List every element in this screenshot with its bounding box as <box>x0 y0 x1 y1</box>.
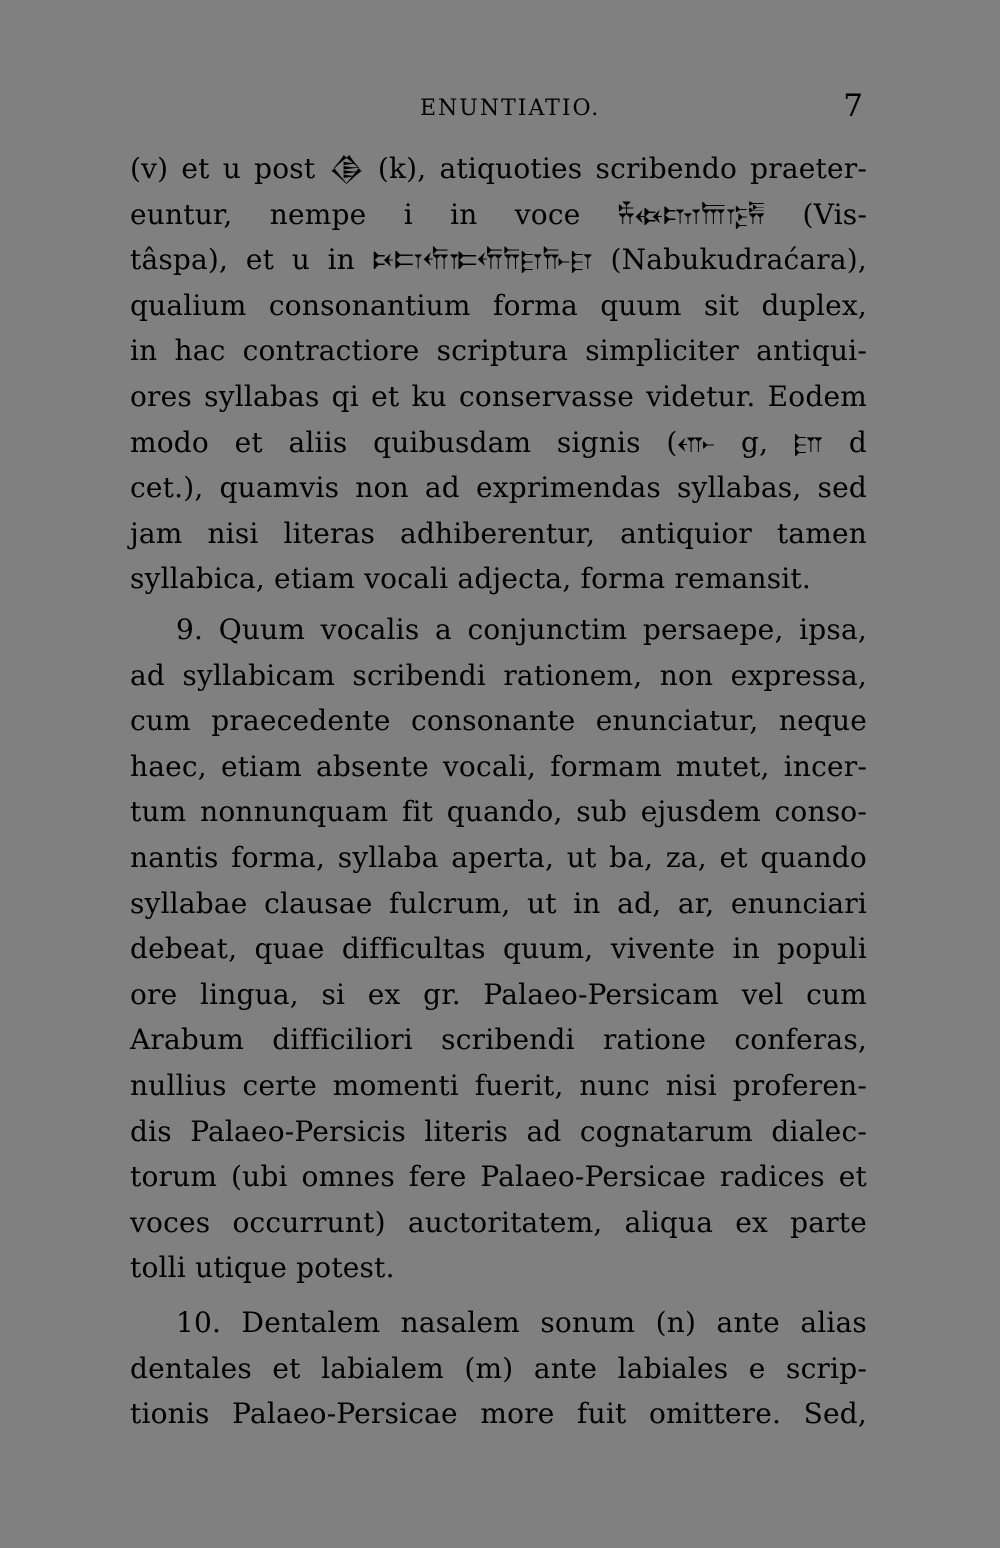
text-line: nantis forma, syllaba aperta, ut ba, za, et quando <box>130 840 867 874</box>
text-line: 10. Dentalem nasalem sonum (n) ante alias <box>176 1306 867 1339</box>
text-line: 9. Quum vocalis a conjunctim persaepe, ipsa, <box>176 613 867 646</box>
text-line: Arabum difficiliori scribendi ratione conferas, <box>130 1023 867 1057</box>
book-page <box>130 0 867 1548</box>
text-line: haec, etiam absente vocali, formam mutet, incer- <box>130 749 867 783</box>
page-header <box>130 88 867 128</box>
text-line: voces occurrunt) auctoritatem, aliqua ex parte <box>130 1205 867 1239</box>
text-line: jam nisi literas adhiberentur, antiquior tamen <box>130 516 867 550</box>
text-line: ad syllabicam scribendi rationem, non expressa, <box>130 658 867 692</box>
text-line: tolli utique potest. <box>130 1251 395 1285</box>
text-line: tionis Palaeo-Persicae more fuit omittere. Sed, <box>130 1397 867 1431</box>
running-title: ENUNTIATIO. <box>420 96 601 121</box>
text-line: cum praecedente consonante enunciatur, neque <box>130 704 867 738</box>
paragraph-cuneiform-vowels <box>130 146 867 602</box>
paragraph-section-9 <box>130 607 867 1291</box>
text-line: torum (ubi omnes fere Palaeo-Persicae radices et <box>130 1160 867 1194</box>
text-line: tâspa), et u in 𐎴𐎲𐎢𐎣𐎢𐎭𐎼𐎨𐎼 (Nabukudraćara), <box>130 243 867 277</box>
text-line: syllabica, etiam vocali adjecta, forma remansit. <box>130 562 811 596</box>
text-line: modo et aliis quibusdam signis (𐎥 g, 𐎮 d <box>130 425 867 459</box>
text-line: cet.), quamvis non ad exprimendas syllabas, sed <box>130 471 867 505</box>
text-line: dis Palaeo-Persicis literis ad cognatarum dialec- <box>130 1114 867 1148</box>
text-line: euntur, nempe i in voce 𐎻𐏃𐎫𐎠𐎿𐎱 (Vis- <box>130 197 867 231</box>
text-line: ores syllabas qi et ku conservasse videtur. Eodem <box>130 379 867 413</box>
page-number: 7 <box>843 88 863 124</box>
text-line: nullius certe momenti fuerit, nunc nisi proferen- <box>130 1068 867 1102</box>
text-line: syllabae clausae fulcrum, ut in ad, ar, enunciari <box>130 886 867 920</box>
text-line: ore lingua, si ex gr. Palaeo-Persicam vel cum <box>130 977 867 1011</box>
paragraph-section-10 <box>130 1300 867 1437</box>
text-line: debeat, quae difficultas quum, vivente in populi <box>130 932 867 966</box>
text-line: dentales et labialem (m) ante labiales e scrip- <box>130 1351 867 1385</box>
text-line: qualium consonantium forma quum sit duplex, <box>130 288 867 322</box>
text-line: tum nonnunquam fit quando, sub ejusdem conso- <box>130 795 867 829</box>
text-line: (v) et u post 𒆠 (k), atiquoties scribendo praeter- <box>130 152 867 185</box>
text-line: in hac contractiore scriptura simpliciter antiqui- <box>130 334 867 368</box>
